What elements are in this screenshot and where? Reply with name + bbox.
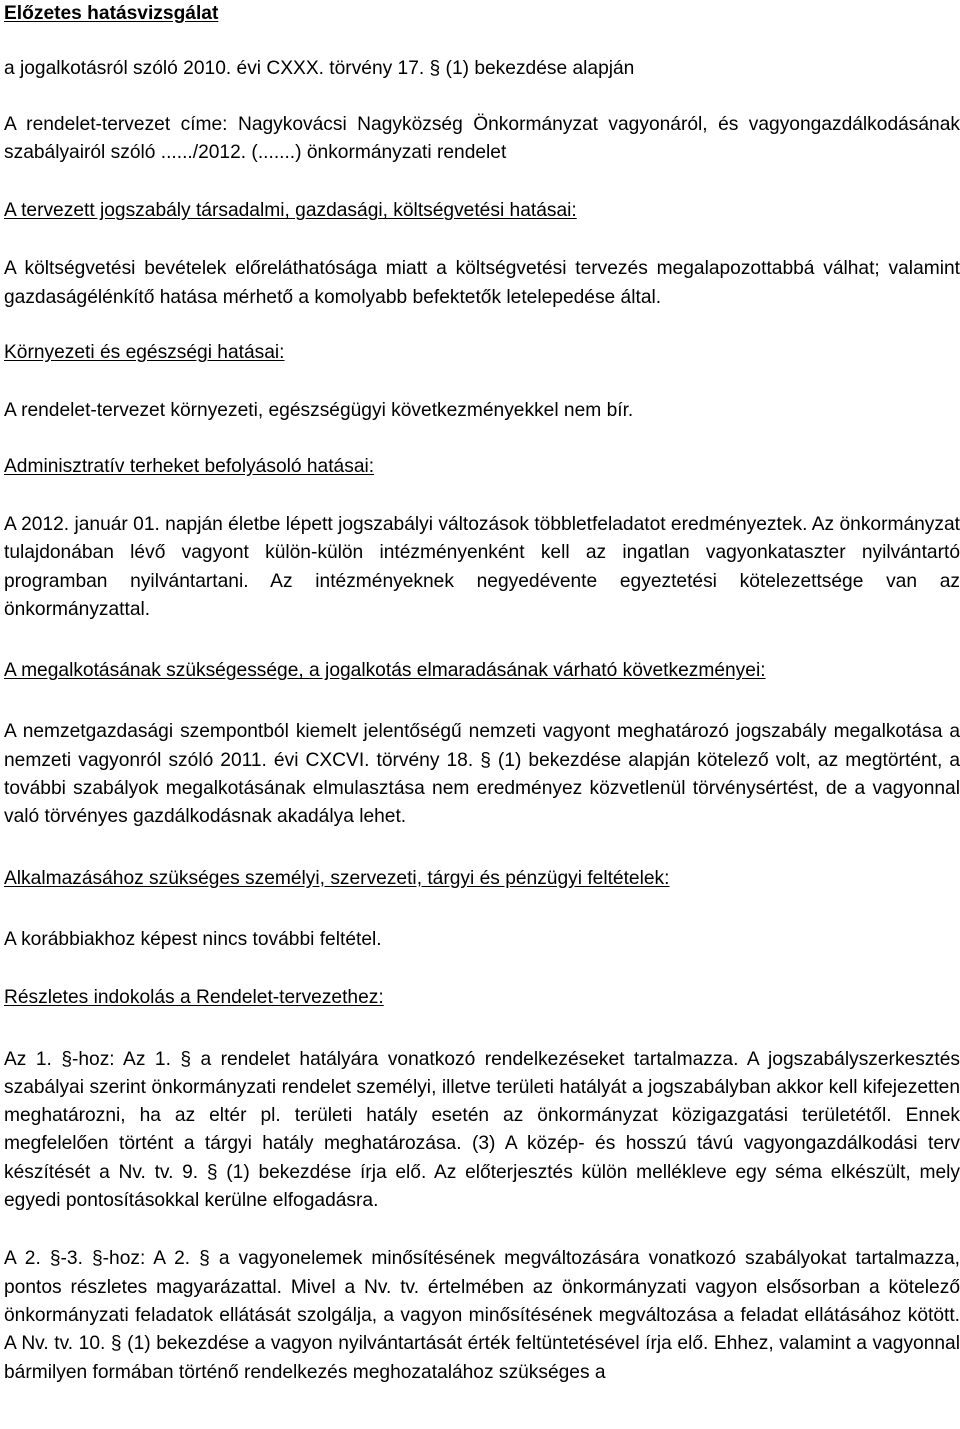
environment-text: A rendelet-tervezet környezeti, egészségügyi következményekkel nem bír. xyxy=(4,400,634,422)
document-title: Előzetes hatásvizsgálat xyxy=(4,3,219,24)
legal-basis: a jogalkotásról szóló 2010. évi CXXX. törvény 17. § (1) bekezdése alapján xyxy=(4,58,635,80)
necessity-text: A nemzetgazdasági szempontból kiemelt jelentőségű nemzeti vagyont meghatározó jogszabály megalkotása a nemzeti vagyonról szóló 2011. évi CXCVI. törvény 18. § (1) bekezdése alapján kötelező volt, az megtörtént, a további szabályok megalkotásának elmulasztása nem eredményez közvetlenül törvénysértést, de a vagyonnal való törvényes gazdálkodásnak akadálya lehet. xyxy=(4,721,960,828)
environment-heading: Környezeti és egészségi hatásai: xyxy=(4,342,285,364)
admin-burden-text: A 2012. január 01. napján életbe lépett jogszabályi változások többletfeladatot eredményeztek. Az önkormányzat tulajdonában lévő vagyont külön-külön intézményenként kell az ingatlan vagyonkataszter nyilvántartó programban nyilvántartani. Az intézményeknek negyedévente egyeztetési kötelezettsége van az önkormányzattal. xyxy=(4,513,960,620)
social-economic-heading: A tervezett jogszabály társadalmi, gazdasági, költségvetési hatásai: xyxy=(4,200,577,222)
admin-burden-heading: Adminisztratív terheket befolyásoló hatásai: xyxy=(4,455,375,477)
conditions-heading: Alkalmazásához szükséges személyi, szervezeti, tárgyi és pénzügyi feltételek: xyxy=(4,867,670,889)
necessity-heading: A megalkotásának szükségessége, a jogalkotás elmaradásának várható következményei: xyxy=(4,660,766,682)
conditions-text: A korábbiakhoz képest nincs további feltétel. xyxy=(4,928,382,950)
reasoning-paragraph-1: Az 1. §-hoz: Az 1. § a rendelet hatályára vonatkozó rendelkezéseket tartalmazza. A jogszabályszerkesztés szabályai szerint önkormányzati rendelet személyi, illetve területi hatályát a jogszabályban akkor kell kifejezetten meghatározni, ha az eltér pl. területi hatály esetén az önkormányzat közigazgatási területétől. Ennek megfelelően történt a tárgyi hatály meghatározása. (3) A közép- és hosszú távú vagyongazdálkodási terv készítését a Nv. tv. 9. § (1) bekezdése írja elő. Az előterjesztés külön mellékleve egy séma elkészült, mely egyedi pontosításokkal kerülne elfogadásra. xyxy=(4,1048,960,1212)
reasoning-paragraph-2: A 2. §-3. §-hoz: A 2. § a vagyonelemek minősítésének megváltozására vonatkozó szabályokat tartalmazza, pontos részletes magyarázattal. Mivel a Nv. tv. értelmében az önkormányzati vagyon elsősorban a kötelező önkormányzati feladatok ellátását szolgálja, a vagyon minősítésének megváltozása a feladat ellátásához kötött. A Nv. tv. 10. § (1) bekezdése a vagyon nyilvántartását érték feltüntetésével írja elő. Ehhez, valamint a vagyonnal bármilyen formában történő rendelkezés meghozatalához szükséges a xyxy=(4,1248,960,1383)
decree-title: A rendelet-tervezet címe: Nagykovácsi Nagyközség Önkormányzat vagyonáról, és vagyongazdálkodásának szabályairól szóló ....../2012. (.......) önkormányzati rendelet xyxy=(4,113,960,163)
reasoning-heading: Részletes indokolás a Rendelet-tervezethez: xyxy=(4,987,384,1009)
social-economic-text: A költségvetési bevételek előreláthatósága miatt a költségvetési tervezés megalapozottabbá válhat; valamint gazdaságélénkítő hatása mérhető a komolyabb befektetők letelepedése által. xyxy=(4,258,960,308)
